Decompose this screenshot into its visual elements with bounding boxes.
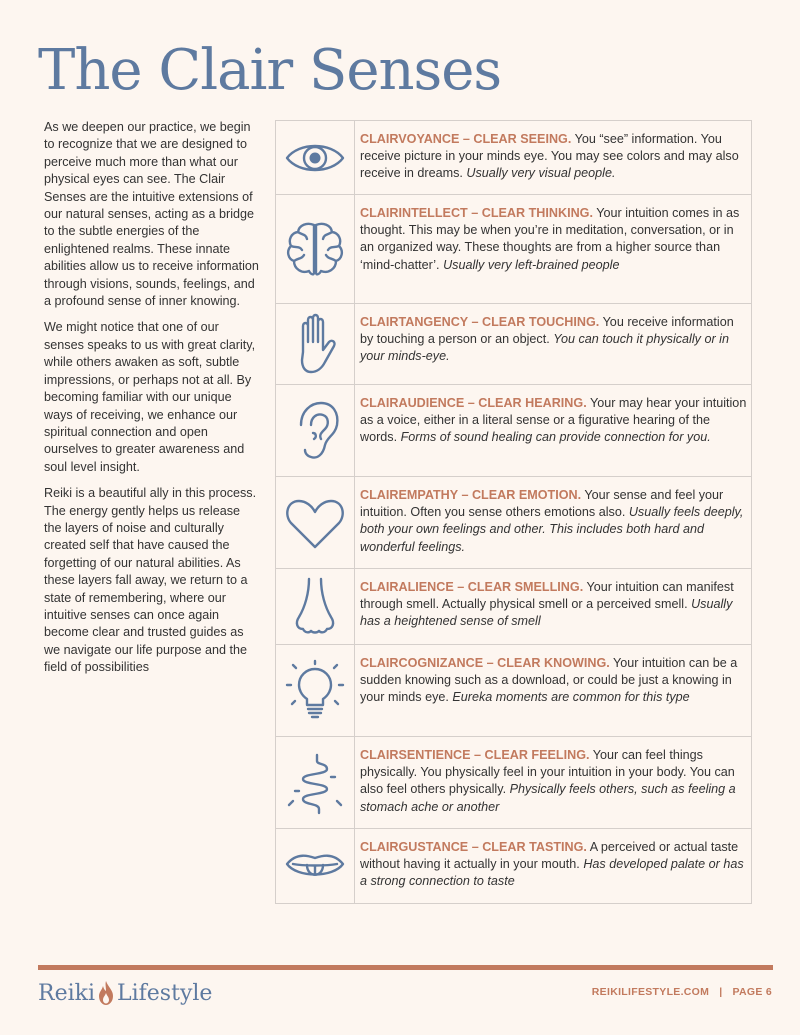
sense-note: Usually has a heightened sense of smell (360, 597, 733, 629)
intro-text (44, 119, 260, 686)
logo-word-right: Lifestyle (117, 980, 213, 1006)
logo-word-left: Reiki (38, 980, 95, 1006)
intro-paragraph: As we deepen our practice, we begin to recognize that we are designed to perceive much more than what our physical eyes can see. The Clair Senses are the intuitive extensions of our natural senses, acting as a bridge to the subtle energies of the enlightened realms. These innate abilities allow us to receive information through visions, sounds, feelings, and a profound sense of inner knowing. (44, 120, 259, 309)
sense-body: Your sense and feel your intuition. Often you sense others emotions also. (360, 488, 724, 520)
sense-heading: CLAIRSENTIENCE – CLEAR FEELING. (360, 748, 590, 762)
sense-note: You can touch it physically or in your minds-eye. (360, 332, 729, 364)
footer-info (592, 986, 772, 998)
footer-divider (38, 965, 773, 970)
sense-body: A perceived or actual taste without having it actually in your mouth. (360, 840, 739, 872)
ear-icon (276, 385, 355, 476)
sense-body: Your intuition can be a sudden knowing such as a download, or could be just a knowing in your minds eye. (360, 656, 738, 705)
sense-body: Your intuition comes in as thought. This may be when you’re in meditation, conversation, or in an organized way. These thoughts are from a higher source than ‘mind-chatter’. (360, 206, 740, 272)
sense-row (276, 569, 751, 645)
sense-row (276, 645, 751, 737)
nose-icon (276, 569, 355, 644)
sense-heading: CLAIREMPATHY – CLEAR EMOTION. (360, 488, 582, 502)
sense-note: Physically feels others, such as feeling a stomach ache or another (360, 782, 736, 814)
sense-heading: CLAIRVOYANCE – CLEAR SEEING. (360, 132, 572, 146)
sense-body: Your intuition can manifest through smell. Actually physical smell or a perceived smell. (360, 580, 734, 612)
sense-note: Eureka moments are common for this type (452, 690, 690, 705)
sense-row (276, 304, 751, 385)
flame-icon (97, 980, 115, 1006)
footer-separator: | (719, 986, 723, 998)
sense-note: Usually very left-brained people (443, 257, 620, 272)
hand-icon (276, 304, 355, 384)
sense-row (276, 829, 751, 903)
sense-heading: CLAIRAUDIENCE – CLEAR HEARING. (360, 396, 587, 410)
sense-body: Your may hear your intuition as a voice, either in a literal sense or a figurative hearing of the words. (360, 396, 747, 445)
sense-note: Has developed palate or has a strong connection to taste (360, 857, 744, 889)
sense-body: You receive information by touching a person or an object. (360, 315, 734, 347)
heart-icon (276, 477, 355, 568)
sense-row (276, 121, 751, 195)
mouth-icon (276, 829, 355, 903)
sense-heading: CLAIRALIENCE – CLEAR SMELLING. (360, 580, 584, 594)
senses-table (275, 120, 752, 904)
sense-note: Usually feels deeply, both your own feelings and other. This includes both hard and wonderful feelings. (360, 505, 744, 554)
sense-row (276, 737, 751, 829)
page-title: The Clair Senses (38, 38, 502, 103)
sense-heading: CLAIRGUSTANCE – CLEAR TASTING. (360, 840, 587, 854)
sense-heading: CLAIRINTELLECT – CLEAR THINKING. (360, 206, 593, 220)
sense-heading: CLAIRTANGENCY – CLEAR TOUCHING. (360, 315, 600, 329)
lightbulb-icon (276, 645, 355, 736)
intro-paragraph: Reiki is a beautiful ally in this process. The energy gently helps us release the layers of noise and culturally created self that have caused the forgetting of our natural abilities. As these layers fall away, we return to a state of remembering, where our intuitive senses can once again become clear and trusted guides as we navigate our life purpose and the field of possibilities (44, 486, 257, 675)
page-number: PAGE 6 (732, 986, 772, 998)
sense-row (276, 195, 751, 304)
intro-paragraph: We might notice that one of our senses speaks to us with great clarity, while others awaken as soft, subtle impressions, or perhaps not at all. By becoming familiar with our unique ways of receiving, we enhance our spiritual connection and open ourselves to greater awareness and soul level insight. (44, 320, 256, 474)
sense-heading: CLAIRCOGNIZANCE – CLEAR KNOWING. (360, 656, 610, 670)
sense-row (276, 477, 751, 569)
sense-body: Your can feel things physically. You physically feel in your intuition in your body. You can also feel others physically. (360, 748, 735, 797)
reiki-lifestyle-logo (38, 980, 212, 1006)
sense-row (276, 385, 751, 477)
sense-note: Forms of sound healing can provide connection for you. (400, 430, 711, 445)
site-link[interactable]: REIKILIFESTYLE.COM (591, 986, 710, 998)
brain-icon (276, 195, 355, 303)
sense-note: Usually very visual people. (466, 166, 616, 181)
eye-icon (276, 121, 355, 194)
intestine-icon (276, 737, 355, 828)
sense-body: You “see” information. You receive picture in your minds eye. You may see colors and may also receive in dreams. (360, 132, 739, 181)
